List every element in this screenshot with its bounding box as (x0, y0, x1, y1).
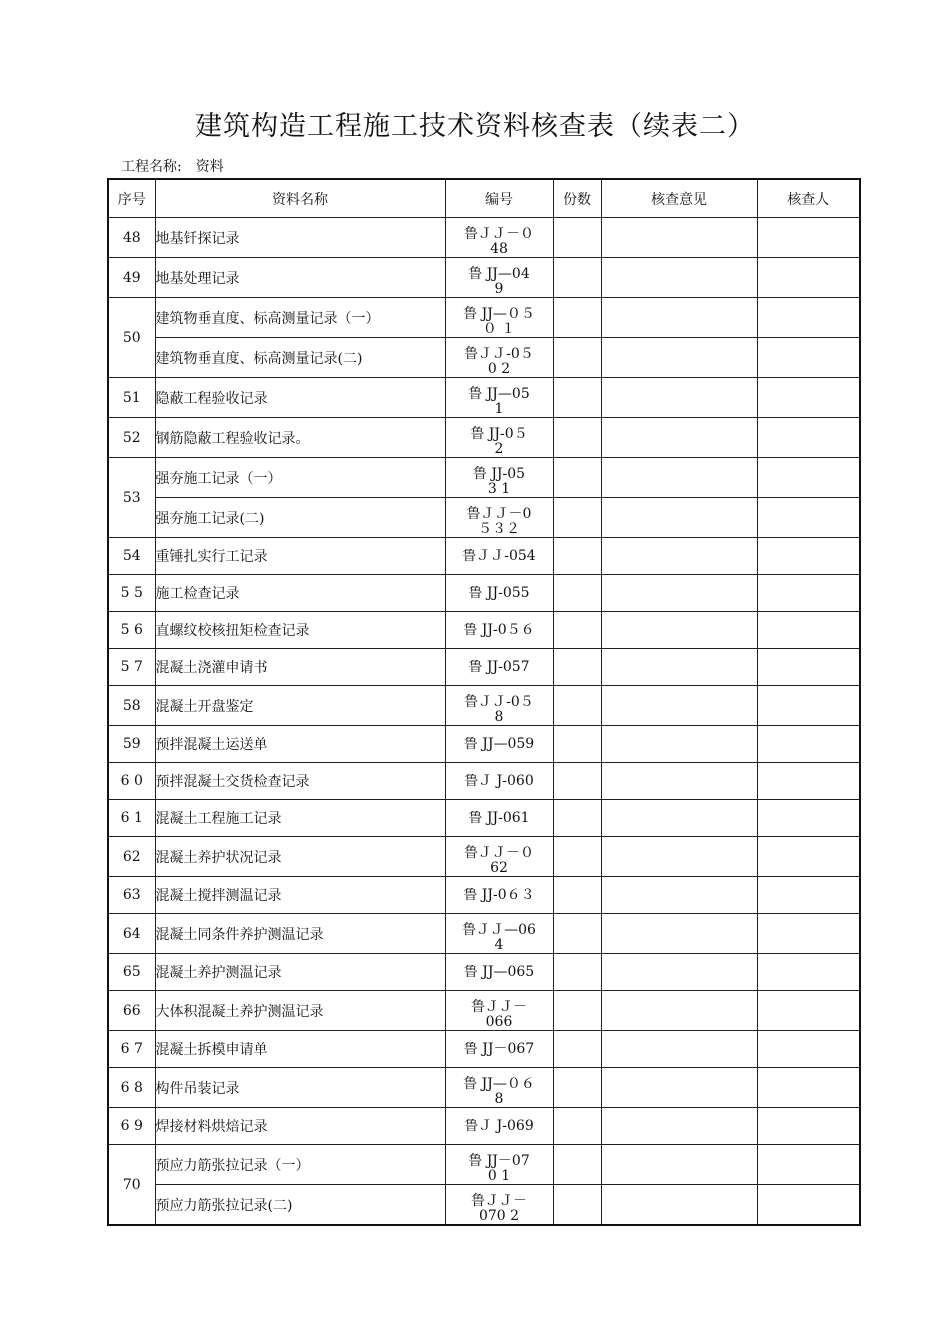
table-row (108, 498, 860, 538)
row-copies (553, 1145, 601, 1185)
table-row (108, 258, 860, 298)
row-document-name: 施工检查记录 (155, 575, 445, 612)
row-copies (553, 575, 601, 612)
row-document-name: 地基钎探记录 (155, 218, 445, 258)
row-review-opinion (601, 914, 757, 954)
row-serial: 6 1 (108, 800, 155, 837)
row-serial: 58 (108, 686, 155, 726)
row-review-opinion (601, 991, 757, 1031)
row-code-cell (445, 763, 553, 800)
table-row (108, 538, 860, 575)
row-review-opinion (601, 1108, 757, 1145)
row-review-opinion (601, 649, 757, 686)
row-copies (553, 954, 601, 991)
row-copies (553, 538, 601, 575)
row-reviewer (757, 837, 860, 877)
row-serial: 63 (108, 877, 155, 914)
table-row (108, 763, 860, 800)
row-serial: 62 (108, 837, 155, 877)
project-name-line (121, 156, 224, 176)
row-code-cell (445, 1108, 553, 1145)
row-reviewer (757, 991, 860, 1031)
row-code: 鲁 JJ—０５ ０ １ (463, 306, 535, 337)
row-document-name: 预应力筋张拉记录(二) (155, 1185, 445, 1226)
row-reviewer (757, 686, 860, 726)
row-document-name: 钢筋隐蔽工程验收记录。 (155, 418, 445, 458)
row-code: 鲁 JJ—05 1 (468, 386, 530, 417)
table-row (108, 612, 860, 649)
table-row (108, 1185, 860, 1226)
row-code-cell (445, 914, 553, 954)
row-code-cell (445, 538, 553, 575)
row-review-opinion (601, 338, 757, 378)
row-reviewer (757, 338, 860, 378)
row-reviewer (757, 954, 860, 991)
row-reviewer (757, 914, 860, 954)
table-row (108, 378, 860, 418)
row-document-name: 混凝土养护状况记录 (155, 837, 445, 877)
row-code-cell (445, 1031, 553, 1068)
row-review-opinion (601, 800, 757, 837)
row-copies (553, 877, 601, 914)
row-reviewer (757, 298, 860, 338)
table-row (108, 1145, 860, 1185)
row-code-cell (445, 800, 553, 837)
row-serial: 70 (108, 1145, 155, 1226)
row-copies (553, 218, 601, 258)
row-code: 鲁ＪＪ-054 (462, 548, 536, 564)
header-review-opinion: 核查意见 (601, 179, 757, 218)
table-row (108, 298, 860, 338)
row-copies (553, 914, 601, 954)
row-code-cell (445, 498, 553, 538)
row-code: 鲁 JJ-061 (468, 810, 530, 826)
table-row (108, 575, 860, 612)
row-code-cell (445, 378, 553, 418)
row-copies (553, 498, 601, 538)
row-code: 鲁 JJ—065 (463, 964, 535, 980)
table-row (108, 800, 860, 837)
row-reviewer (757, 1185, 860, 1226)
header-row (108, 179, 860, 218)
row-document-name: 预拌混凝土运送单 (155, 726, 445, 763)
row-code-cell (445, 649, 553, 686)
project-name-value: 资料 (195, 159, 224, 175)
row-review-opinion (601, 498, 757, 538)
row-document-name: 预拌混凝土交货检查记录 (155, 763, 445, 800)
row-reviewer (757, 1031, 860, 1068)
row-document-name: 重锤扎实行工记录 (155, 538, 445, 575)
row-code: 鲁ＪＪ-0５ 8 (464, 694, 534, 725)
row-copies (553, 258, 601, 298)
row-code: 鲁 JJ-05 3 1 (472, 466, 526, 497)
row-reviewer (757, 1145, 860, 1185)
row-code: 鲁 JJ—04 9 (468, 266, 530, 297)
row-review-opinion (601, 1068, 757, 1108)
row-review-opinion (601, 612, 757, 649)
row-copies (553, 298, 601, 338)
header-copies: 份数 (553, 179, 601, 218)
row-code: 鲁ＪＪ—06 4 (462, 922, 536, 953)
row-copies (553, 458, 601, 498)
row-document-name: 预应力筋张拉记录（一） (155, 1145, 445, 1185)
row-document-name: 强夯施工记录(二) (155, 498, 445, 538)
row-reviewer (757, 1108, 860, 1145)
row-code-cell (445, 954, 553, 991)
table-row (108, 991, 860, 1031)
row-review-opinion (601, 837, 757, 877)
row-document-name: 混凝土搅拌测温记录 (155, 877, 445, 914)
row-code-cell (445, 258, 553, 298)
row-reviewer (757, 1068, 860, 1108)
table-row (108, 338, 860, 378)
row-code-cell (445, 686, 553, 726)
row-copies (553, 649, 601, 686)
table-row (108, 877, 860, 914)
row-review-opinion (601, 575, 757, 612)
row-copies (553, 800, 601, 837)
row-serial: 6 9 (108, 1108, 155, 1145)
row-document-name: 混凝土拆模申请单 (155, 1031, 445, 1068)
row-copies (553, 1185, 601, 1226)
row-serial: 51 (108, 378, 155, 418)
row-copies (553, 1031, 601, 1068)
row-code-cell (445, 726, 553, 763)
row-reviewer (757, 877, 860, 914)
row-code: 鲁ＪＪ－ 070 2 (471, 1193, 527, 1224)
row-code: 鲁ＪＪ-0５ 0 2 (464, 346, 534, 377)
table-row (108, 418, 860, 458)
row-copies (553, 686, 601, 726)
row-code: 鲁 JJ-0６３ (463, 887, 535, 903)
row-serial: 6 0 (108, 763, 155, 800)
row-reviewer (757, 538, 860, 575)
review-table (107, 178, 861, 1226)
row-review-opinion (601, 726, 757, 763)
row-reviewer (757, 458, 860, 498)
row-document-name: 混凝土开盘鉴定 (155, 686, 445, 726)
row-document-name: 大体积混凝土养护测温记录 (155, 991, 445, 1031)
row-document-name: 地基处理记录 (155, 258, 445, 298)
header-document-name: 资料名称 (155, 179, 445, 218)
row-copies (553, 378, 601, 418)
row-review-opinion (601, 1185, 757, 1226)
row-copies (553, 726, 601, 763)
row-copies (553, 338, 601, 378)
row-code-cell (445, 458, 553, 498)
row-document-name: 混凝土养护测温记录 (155, 954, 445, 991)
row-code: 鲁ＪＪ－０ 48 (464, 226, 534, 257)
row-reviewer (757, 649, 860, 686)
row-code: 鲁 JJ－07 0 1 (468, 1153, 530, 1184)
table-row (108, 458, 860, 498)
row-reviewer (757, 498, 860, 538)
row-copies (553, 1108, 601, 1145)
row-code: 鲁 JJ-0５ 2 (470, 426, 528, 457)
table-row (108, 914, 860, 954)
row-document-name: 构件吊装记录 (155, 1068, 445, 1108)
row-code: 鲁Ｊ J-069 (464, 1118, 534, 1134)
row-reviewer (757, 218, 860, 258)
row-copies (553, 612, 601, 649)
row-code-cell (445, 877, 553, 914)
row-serial: 48 (108, 218, 155, 258)
table-row (108, 1068, 860, 1108)
row-serial: 52 (108, 418, 155, 458)
row-serial: 50 (108, 298, 155, 378)
row-code-cell (445, 1068, 553, 1108)
header-serial: 序号 (108, 179, 155, 218)
header-reviewer: 核查人 (757, 179, 860, 218)
row-code-cell (445, 298, 553, 338)
row-document-name: 隐蔽工程验收记录 (155, 378, 445, 418)
row-copies (553, 837, 601, 877)
row-code-cell (445, 612, 553, 649)
row-serial: 6 7 (108, 1031, 155, 1068)
row-reviewer (757, 800, 860, 837)
row-reviewer (757, 763, 860, 800)
row-review-opinion (601, 1031, 757, 1068)
row-code: 鲁 JJ-057 (468, 659, 530, 675)
row-code: 鲁 JJ-055 (468, 585, 530, 601)
row-document-name: 混凝土工程施工记录 (155, 800, 445, 837)
row-serial: 53 (108, 458, 155, 538)
table-row (108, 726, 860, 763)
row-reviewer (757, 726, 860, 763)
row-document-name: 建筑物垂直度、标高测量记录（一） (155, 298, 445, 338)
table-row (108, 686, 860, 726)
row-review-opinion (601, 418, 757, 458)
row-document-name: 混凝土浇灌申请书 (155, 649, 445, 686)
row-code-cell (445, 338, 553, 378)
table-row (108, 649, 860, 686)
row-review-opinion (601, 258, 757, 298)
row-code-cell (445, 991, 553, 1031)
row-code: 鲁 JJ—０６ 8 (463, 1076, 535, 1107)
row-code-cell (445, 575, 553, 612)
row-document-name: 直螺纹校核扭矩检查记录 (155, 612, 445, 649)
row-serial: 66 (108, 991, 155, 1031)
table-row (108, 1108, 860, 1145)
row-code-cell (445, 837, 553, 877)
row-review-opinion (601, 218, 757, 258)
table-row (108, 837, 860, 877)
row-review-opinion (601, 298, 757, 338)
row-review-opinion (601, 686, 757, 726)
row-serial: 59 (108, 726, 155, 763)
row-code: 鲁ＪＪ－ 066 (471, 999, 527, 1030)
row-code-cell (445, 1145, 553, 1185)
row-review-opinion (601, 1145, 757, 1185)
row-review-opinion (601, 954, 757, 991)
row-serial: 54 (108, 538, 155, 575)
row-document-name: 强夯施工记录（一） (155, 458, 445, 498)
row-review-opinion (601, 877, 757, 914)
row-reviewer (757, 418, 860, 458)
row-serial: 49 (108, 258, 155, 298)
page-title: 建筑构造工程施工技术资料核查表（续表二） (195, 111, 755, 142)
row-review-opinion (601, 378, 757, 418)
row-serial: 65 (108, 954, 155, 991)
row-code: 鲁 JJ－067 (463, 1041, 535, 1057)
project-name-label: 工程名称: (121, 159, 182, 175)
row-document-name: 焊接材料烘焙记录 (155, 1108, 445, 1145)
row-copies (553, 763, 601, 800)
row-code: 鲁ＪＪ－0 ５３２ (466, 506, 532, 537)
row-serial: 5 6 (108, 612, 155, 649)
row-copies (553, 418, 601, 458)
header-code: 编号 (445, 179, 553, 218)
row-code-cell (445, 418, 553, 458)
row-review-opinion (601, 458, 757, 498)
row-code: 鲁 JJ-0５６ (463, 622, 535, 638)
row-reviewer (757, 258, 860, 298)
row-copies (553, 991, 601, 1031)
row-review-opinion (601, 763, 757, 800)
row-serial: 5 5 (108, 575, 155, 612)
row-document-name: 混凝土同条件养护测温记录 (155, 914, 445, 954)
table-row (108, 1031, 860, 1068)
row-review-opinion (601, 538, 757, 575)
row-code-cell (445, 1185, 553, 1226)
row-serial: 64 (108, 914, 155, 954)
row-reviewer (757, 612, 860, 649)
row-serial: 5 7 (108, 649, 155, 686)
row-code: 鲁ＪＪ－０ 62 (464, 845, 534, 876)
row-reviewer (757, 378, 860, 418)
row-serial: 6 8 (108, 1068, 155, 1108)
row-code: 鲁 JJ—059 (463, 736, 535, 752)
table-row (108, 218, 860, 258)
row-code: 鲁Ｊ J-060 (464, 773, 534, 789)
row-reviewer (757, 575, 860, 612)
row-document-name: 建筑物垂直度、标高测量记录(二) (155, 338, 445, 378)
table-row (108, 954, 860, 991)
row-code-cell (445, 218, 553, 258)
row-copies (553, 1068, 601, 1108)
